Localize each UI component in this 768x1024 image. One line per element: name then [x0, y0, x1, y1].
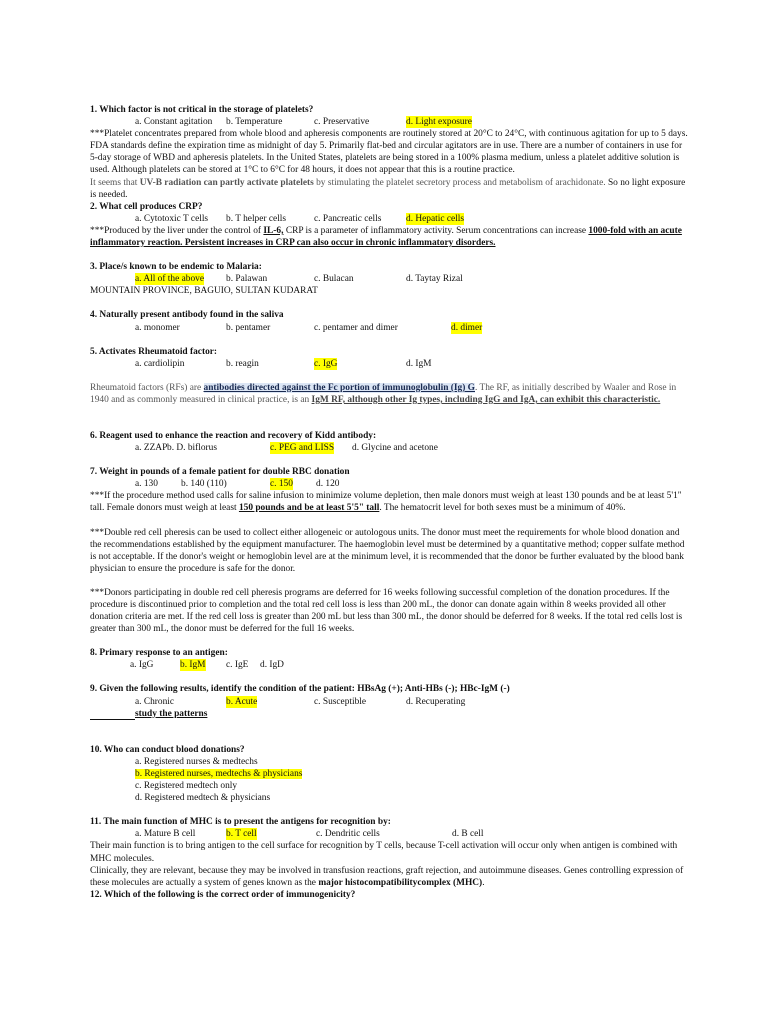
question-12: 12. Which of the following is the correct order of immunogenicity?: [90, 889, 356, 900]
option-d: d. B cell: [452, 829, 484, 840]
underline-blank: [90, 708, 135, 720]
option-d-answer: d. Hepatic cells: [406, 213, 465, 224]
option-d: d. IgM: [406, 358, 432, 369]
note-3: MOUNTAIN PROVINCE, BAGUIO, SULTAN KUDARAT: [90, 286, 318, 297]
exp-text: CRP is a parameter of inflammatory activity. Serum concentrations can increase: [283, 225, 589, 236]
options-5: [90, 358, 690, 370]
option-a: a. Constant agitation: [135, 117, 213, 128]
option-b-answer: b. T cell: [226, 829, 257, 840]
option-a-answer: a. All of the above: [135, 274, 204, 285]
options-4: [90, 322, 690, 334]
exp-bold: major histocompatibilitycomplex (MHC): [318, 877, 483, 888]
note-bold: UV-B radiation can partly activate platelets: [139, 177, 314, 188]
option-d: d. Taytay Rizal: [406, 274, 463, 285]
exp-text: . The RF, as initially described by Waaler and Rose in 1940 and as commonly measured in clinical practice, is an: [90, 382, 677, 405]
note-text: by stimulating the platelet secretory process and metabolism of arachidonate.: [313, 177, 608, 188]
option-a: a. 130: [135, 479, 158, 490]
option-b: b. T helper cells: [226, 213, 287, 224]
question-1: 1. Which factor is not critical in the storage of platelets?: [90, 105, 314, 115]
option-b: b. Palawan: [226, 274, 268, 285]
exp-bold: 150 pounds and be at least 5'5" tall: [238, 503, 380, 514]
option-b-answer: b. IgM: [180, 660, 206, 671]
option-d: d. Registered medtech & physicians: [135, 793, 271, 804]
option-b: b. D. biflorus: [167, 443, 217, 454]
option-c: c. Registered medtech only: [135, 781, 238, 792]
explanation-2: [90, 225, 690, 249]
exp-text: ***If the procedure method used calls for saline infusion to minimize volume depletion, then male donors must weigh at least 130 pounds and be at least 5'1" tall. Female donors must weigh at least: [90, 491, 682, 514]
explanation-11b: [90, 865, 690, 889]
document-page: [90, 104, 690, 901]
options-6: [90, 442, 690, 454]
exp-text: . The hematocrit level for both sexes must be a minimum of 40%.: [379, 503, 626, 514]
question-5: 5. Activates Rheumatoid factor:: [90, 346, 218, 357]
question-2: 2. What cell produces CRP?: [90, 201, 203, 212]
option-a: a. IgG: [130, 660, 154, 671]
option-c-answer: c. 150: [270, 479, 293, 490]
explanation-11a: Their main function is to bring antigen to the cell surface for recognition by T cells, because T-cell activation will occur only when antigen is combined with MHC molecules.: [90, 841, 678, 864]
options-11: [90, 828, 690, 840]
option-c-answer: c. IgG: [314, 358, 338, 369]
option-a: a. Chronic: [135, 696, 175, 707]
option-d-answer: d. dimer: [451, 322, 483, 333]
option-a: a. monomer: [135, 322, 180, 333]
option-a: a. Mature B cell: [135, 829, 196, 840]
exp-text: ***Produced by the liver under the control of: [90, 225, 264, 236]
explanation-7b: ***Double red cell pheresis can be used to collect either allogeneic or autologous units. The donor must meet the requirements for whole blood donation and the recommendations established by the equipment manufacturer. The haemoglobin level must be determined by a quantitative method; copper sulfate method is not acceptable. If the donor's weight or hemoglobin level are at the minimum level, it is recommended that the donor be further evaluated by the blood bank physician to ensure the procedure is safe for the donor.: [90, 527, 685, 574]
option-b: b. reagin: [226, 358, 259, 369]
options-3: [90, 273, 690, 285]
option-c: c. Susceptible: [314, 696, 367, 707]
option-b: b. Temperature: [226, 117, 283, 128]
option-b-answer: b. Registered nurses, medtechs & physicians: [135, 768, 303, 779]
explanation-7a: [90, 490, 690, 514]
option-d: d. Recuperating: [406, 696, 466, 707]
note-1: [90, 177, 690, 201]
option-d: d. 120: [316, 479, 340, 490]
exp-bold: IgM RF, although other Ig types, including IgG and IgA, can exhibit this characteristic.: [311, 394, 661, 405]
option-a: a. Registered nurses & medtechs: [135, 756, 258, 767]
option-c: c. Preservative: [314, 117, 370, 128]
note-9-row: [90, 708, 690, 720]
option-d: d. Glycine and acetone: [352, 443, 438, 454]
question-4: 4. Naturally present antibody found in the saliva: [90, 310, 284, 321]
explanation-7c: ***Donors participating in double red cell pheresis programs are deferred for 16 weeks following successful completion of the donation procedures. If the procedure is discontinued prior to completion and the total red cell loss is less than 200 mL, the donor can donate again within 8 weeks provided all other donation criteria are met. If the red cell loss is greater than 200 mL but less than 300 mL, the donor should be deferred for 8 weeks. If the total red cells lost is greater than 300 mL, the donor must be deferred for the full 16 weeks.: [90, 587, 683, 635]
exp-blue-highlight: antibodies directed against the Fc portion of immunoglobulin (Ig) G: [203, 382, 475, 393]
note-text: It seems that: [90, 177, 140, 188]
exp-text: .: [482, 877, 485, 888]
exp-bold: 1000-fold with an acute inflammatory reaction. Persistent increases in CRP can also occur in chronic inflammatory disorders.: [90, 225, 682, 249]
note-end: So no light exposure is needed.: [90, 177, 686, 200]
option-b-answer: b. Acute: [226, 696, 258, 707]
option-b-answer-row: [90, 768, 690, 780]
option-c-answer: c. PEG and LISS: [270, 443, 335, 454]
options-9: [90, 696, 690, 708]
option-d: d. IgD: [260, 660, 284, 671]
option-a: a. ZZAP: [135, 443, 168, 454]
exp-text: Rheumatoid factors (RFs) are: [90, 382, 204, 393]
question-9: 9. Given the following results, identify the condition of the patient: HBsAg (+); Anti-HBs (-); HBc-IgM (-): [90, 684, 510, 695]
option-c: c. IgE: [226, 660, 249, 671]
question-8: 8. Primary response to an antigen:: [90, 648, 228, 659]
option-a: a. Cytotoxic T cells: [135, 213, 209, 224]
question-10: 10. Who can conduct blood donations?: [90, 744, 245, 755]
options-2: [90, 213, 690, 225]
exp-text: Clinically, they are relevant, because they may be involved in transfusion reactions, graft rejection, and autoimmune diseases. Genes controlling expression of these molecules are actually a system of genes known as the: [90, 865, 684, 888]
option-c: c. Dendritic cells: [316, 829, 380, 840]
options-1: [90, 116, 690, 128]
question-6: 6. Reagent used to enhance the reaction and recovery of Kidd antibody:: [90, 430, 377, 441]
explanation-5: [90, 382, 690, 406]
options-7: [90, 478, 690, 490]
options-8: [90, 659, 690, 671]
explanation-1: ***Platelet concentrates prepared from whole blood and apheresis components are routinely stored at 20°C to 24°C, with continuous agitation for up to 5 days. FDA standards define the expiration time as midnight of day 5. Primarily flat-bed and circular agitators are in use. There are a number of containers in use for 5-day storage of WBD and apheresis platelets. In the United States, platelets are being stored in a 100% plasma medium, unless a platelet additive solution is used. Although platelets can be stored at 1°C to 6°C for 48 hours, it does not appear that this is a routine practice.: [90, 129, 688, 176]
option-b: b. 140 (110): [181, 479, 227, 490]
option-d-answer: d. Light exposure: [406, 117, 472, 128]
option-c: c. Bulacan: [314, 274, 354, 285]
question-11: 11. The main function of MHC is to present the antigens for recognition by:: [90, 817, 391, 828]
option-c: c. Pancreatic cells: [314, 213, 382, 224]
option-b: b. pentamer: [226, 322, 271, 333]
question-7: 7. Weight in pounds of a female patient for double RBC donation: [90, 467, 350, 478]
exp-il6: IL-6,: [263, 225, 284, 236]
question-3: 3. Place/s known to be endemic to Malaria:: [90, 262, 262, 273]
option-c: c. pentamer and dimer: [314, 322, 398, 333]
option-a: a. cardiolipin: [135, 358, 185, 369]
note-9: study the patterns: [135, 708, 208, 719]
